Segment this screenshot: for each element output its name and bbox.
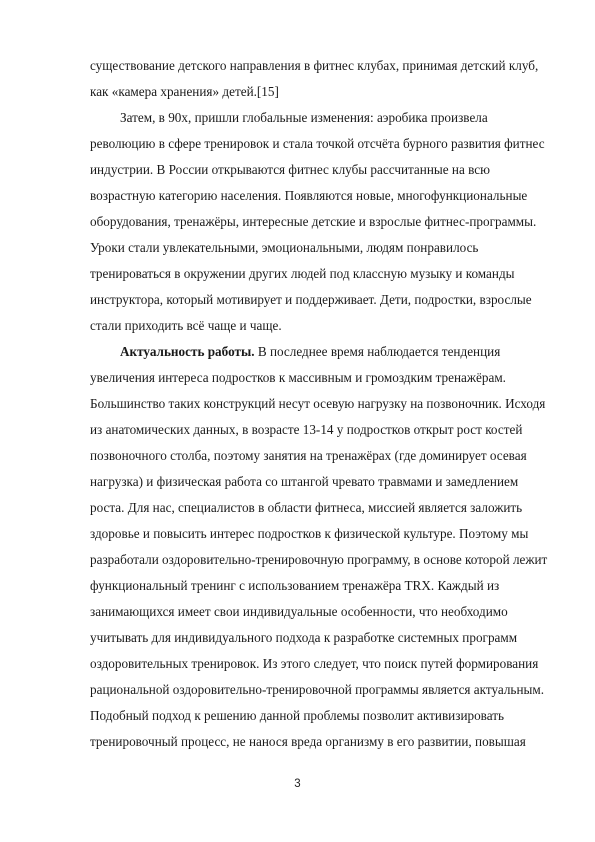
text-line: Затем, в 90х, пришли глобальные изменения: аэробика произвела (120, 110, 488, 125)
text-line: здоровье и повысить интерес подростков к физической культуре. Поэтому мы (90, 526, 529, 541)
text-line: тренировочный процесс, не нанося вреда организму в его развитии, повышая (90, 734, 526, 749)
text-line: увеличения интереса подростков к массивным и громоздким тренажёрам. (90, 370, 506, 385)
text-line: роста. Для нас, специалистов в области фитнеса, миссией является заложить (90, 500, 523, 515)
text-line: оборудования, тренажёры, интересные детские и взрослые фитнес-программы. (90, 214, 537, 229)
text-run: В последнее время наблюдается тенденция (254, 344, 501, 359)
text-line: тренироваться в окружении других людей под классную музыку и команды (90, 266, 515, 281)
text-line (120, 343, 500, 361)
text-line: позвоночного столба, поэтому занятия на тренажёрах (где доминирует осевая (90, 448, 527, 463)
text-line: функциональный тренинг с использованием тренажёра TRX. Каждый из (90, 578, 500, 593)
text-line: индустрии. В России открываются фитнес клубы рассчитанные на всю (90, 162, 490, 177)
text-line: Уроки стали увлекательными, эмоциональными, людям понравилось (90, 240, 479, 255)
text-line: разработали оздоровительно-тренировочную программу, в основе которой лежит (90, 552, 548, 567)
text-line: инструктора, который мотивирует и поддерживает. Дети, подростки, взрослые (90, 292, 532, 307)
text-line: как «камера хранения» детей.[15] (90, 84, 279, 99)
text-line: стали приходить всё чаще и чаще. (90, 318, 282, 333)
text-line: нагрузка) и физическая работа со штангой чревато травмами и замедлением (90, 474, 519, 489)
text-line: из анатомических данных, в возрасте 13-14 у подростков открыт рост костей (90, 422, 523, 437)
text-line: занимающихся имеет свои индивидуальные особенности, что необходимо (90, 604, 508, 619)
text-line: революцию в сфере тренировок и стала точкой отсчёта бурного развития фитнес (90, 136, 545, 151)
text-line: возрастную категорию населения. Появляются новые, многофункциональные (90, 188, 528, 203)
text-line: оздоровительных тренировок. Из этого следует, что поиск путей формирования (90, 656, 539, 671)
text-line: Большинство таких конструкций несут осевую нагрузку на позвоночник. Исходя (90, 396, 546, 411)
page-number: 3 (294, 778, 301, 790)
text-line: учитывать для индивидуального подхода к разработке системных программ (90, 630, 518, 645)
section-heading-relevance: Актуальность работы. (120, 344, 255, 359)
text-line: рациональной оздоровительно-тренировочной программы является актуальным. (90, 682, 545, 697)
text-line: Подобный подход к решению данной проблемы позволит активизировать (90, 708, 505, 723)
text-line: существование детского направления в фитнес клубах, принимая детский клуб, (90, 58, 539, 73)
